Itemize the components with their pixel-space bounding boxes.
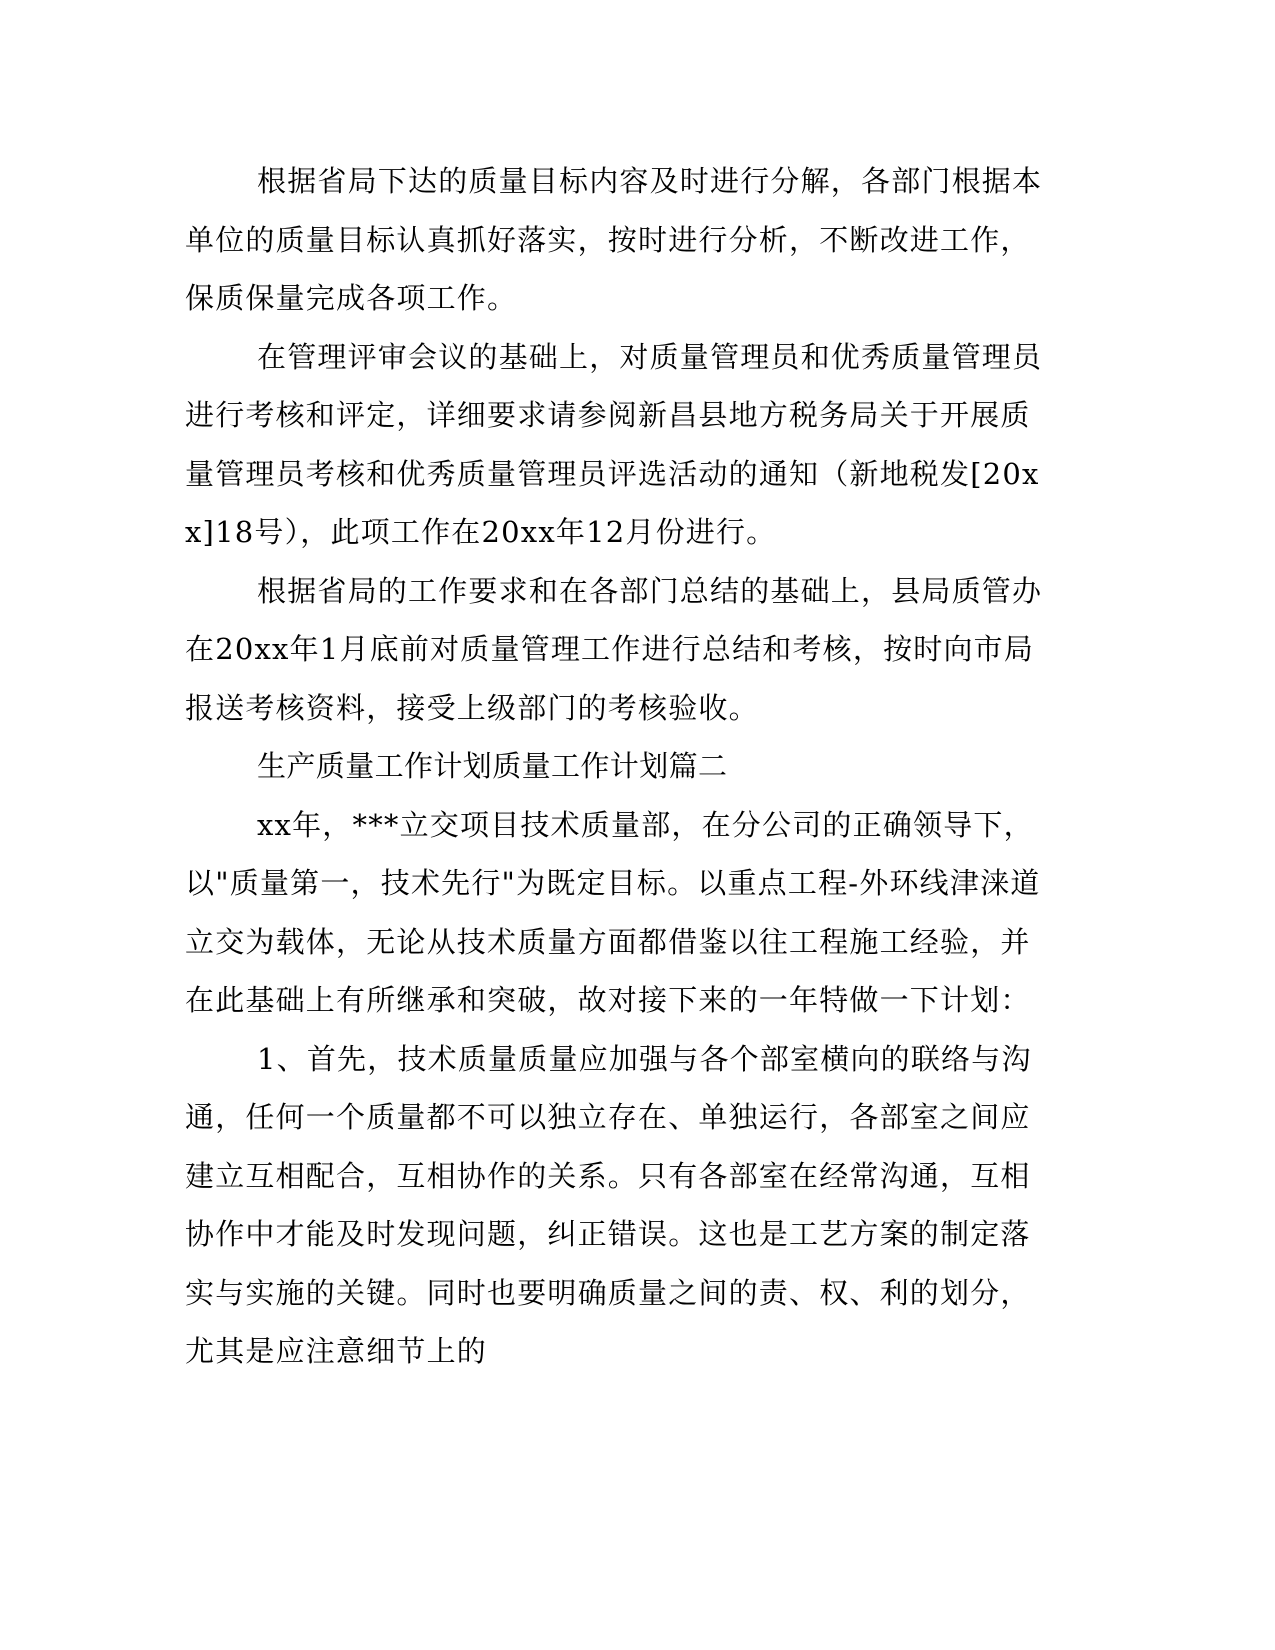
paragraph-quality-manager-assessment: 在管理评审会议的基础上，对质量管理员和优秀质量管理员进行考核和评定，详细要求请参阅新昌县地方税务局关于开展质量管理员考核和优秀质量管理员评选活动的通知（新地税发[20xx]18号），此项工作在20xx年12月份进行。 bbox=[185, 339, 1043, 549]
document-body bbox=[185, 152, 1055, 1381]
section-heading-part-two: 生产质量工作计划质量工作计划篇二 bbox=[257, 749, 728, 783]
paragraph-department-goal: xx年，***立交项目技术质量部，在分公司的正确领导下，以"质量第一，技术先行"为既定目标。以重点工程-外环线津涞道立交为载体，无论从技术质量方面都借鉴以往工程施工经验，并在此基础上有所继承和突破，故对接下来的一年特做一下计划： bbox=[185, 807, 1041, 1017]
paragraph-quality-target-decomposition: 根据省局下达的质量目标内容及时进行分解，各部门根据本单位的质量目标认真抓好落实，按时进行分析，不断改进工作，保质保量完成各项工作。 bbox=[185, 164, 1043, 315]
paragraph-plan-item-1: 1、首先，技术质量质量应加强与各个部室横向的联络与沟通，任何一个质量都不可以独立存在、单独运行，各部室之间应建立互相配合，互相协作的关系。只有各部室在经常沟通，互相协作中才能及时发现问题，纠正错误。这也是工艺方案的制定落实与实施的关键。同时也要明确质量之间的责、权、利的划分，尤其是应注意细节上的 bbox=[185, 1041, 1032, 1368]
paragraph-year-end-summary: 根据省局的工作要求和在各部门总结的基础上，县局质管办在20xx年1月底前对质量管理工作进行总结和考核，按时向市局报送考核资料，接受上级部门的考核验收。 bbox=[185, 573, 1043, 725]
